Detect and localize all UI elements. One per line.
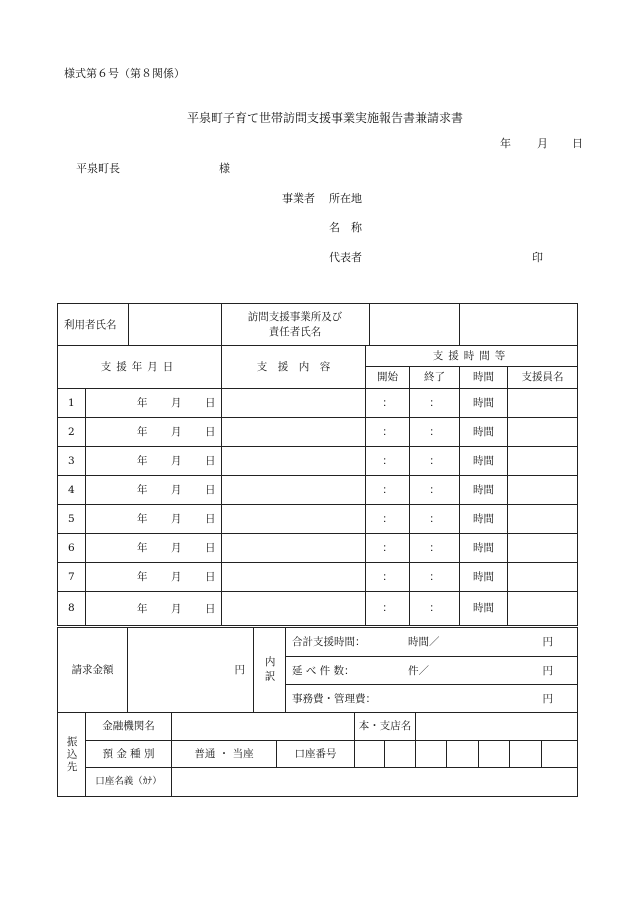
date-year-label: 年 — [500, 137, 511, 150]
row-start[interactable] — [366, 418, 410, 447]
row-hours[interactable] — [460, 505, 508, 534]
row-content[interactable] — [222, 534, 366, 563]
row-end[interactable] — [410, 447, 460, 476]
row-end-colon: ： — [429, 512, 440, 525]
addressee-suffix: 様 — [219, 162, 230, 175]
row-end-colon: ： — [429, 570, 440, 583]
branch-label: 本・支店名 — [355, 713, 416, 741]
row-hours-unit: 時間 — [473, 454, 495, 467]
row-end[interactable] — [410, 418, 460, 447]
row-staff[interactable] — [508, 476, 578, 505]
row-hours[interactable] — [460, 389, 508, 418]
row-date[interactable] — [86, 592, 222, 626]
row-hours-unit: 時間 — [473, 570, 495, 583]
row-month-label: 月 — [171, 396, 182, 409]
row-month-label: 月 — [171, 454, 182, 467]
row-content[interactable] — [222, 418, 366, 447]
table-row — [58, 534, 578, 563]
row-month-label: 月 — [171, 512, 182, 525]
row-end-colon: ： — [429, 454, 440, 467]
row-day-label: 日 — [205, 512, 216, 525]
table-row — [58, 418, 578, 447]
row-day-label: 日 — [205, 425, 216, 438]
office-label-line2: 責任者氏名 — [268, 325, 322, 338]
row-hours[interactable] — [460, 418, 508, 447]
row-number: 5 — [58, 505, 86, 534]
row-content[interactable] — [222, 592, 366, 626]
total-hours-per: 時間／ — [408, 635, 440, 648]
account-name-label: 口座名義（ｶﾅ） — [86, 768, 172, 797]
address-label: 所在地 — [329, 192, 362, 205]
row-staff[interactable] — [508, 563, 578, 592]
row-hours-unit: 時間 — [473, 396, 495, 409]
table-row — [58, 389, 578, 418]
table-row — [58, 476, 578, 505]
amount-label: 請求金額 — [58, 628, 128, 713]
row-year-label: 年 — [137, 570, 148, 583]
staff-header: 支援員名 — [508, 367, 578, 389]
row-hours-unit: 時間 — [473, 541, 495, 554]
row-month-label: 月 — [171, 425, 182, 438]
row-end-colon: ： — [429, 602, 440, 615]
row-year-label: 年 — [137, 602, 148, 615]
row-number: 3 — [58, 447, 86, 476]
row-end[interactable] — [410, 476, 460, 505]
row-date[interactable] — [86, 418, 222, 447]
document-title: 平泉町子育て世帯訪問支援事業実施報告書兼請求書 — [187, 111, 464, 125]
row-year-label: 年 — [137, 512, 148, 525]
row-date[interactable] — [86, 505, 222, 534]
row-staff[interactable] — [508, 534, 578, 563]
account-digit-5[interactable] — [479, 741, 510, 768]
row-day-label: 日 — [205, 570, 216, 583]
table-row — [58, 447, 578, 476]
transfer-label: 振込先 — [65, 735, 78, 774]
row-end-colon: ： — [429, 425, 440, 438]
row-number: 7 — [58, 563, 86, 592]
row-date[interactable] — [86, 563, 222, 592]
office-label-line1: 訪問支援事業所及び — [247, 311, 343, 324]
amount-input[interactable] — [128, 628, 254, 713]
transfer-table — [57, 712, 578, 797]
row-start[interactable] — [366, 476, 410, 505]
count-row[interactable] — [286, 657, 578, 685]
account-digit-3[interactable] — [416, 741, 447, 768]
row-start-colon: ： — [382, 483, 393, 496]
row-end[interactable] — [410, 389, 460, 418]
seal-mark: 印 — [532, 251, 543, 264]
row-start-colon: ： — [382, 396, 393, 409]
deposit-type-label: 預 金 種 別 — [86, 741, 172, 768]
row-date[interactable] — [86, 476, 222, 505]
row-year-label: 年 — [137, 541, 148, 554]
row-staff[interactable] — [508, 418, 578, 447]
row-number: 8 — [58, 592, 86, 626]
row-number: 4 — [58, 476, 86, 505]
row-start[interactable] — [366, 563, 410, 592]
account-digit-2[interactable] — [385, 741, 416, 768]
row-number: 6 — [58, 534, 86, 563]
row-year-label: 年 — [137, 396, 148, 409]
row-hours[interactable] — [460, 534, 508, 563]
transfer-label-cell — [58, 713, 86, 797]
row-content[interactable] — [222, 389, 366, 418]
row-content[interactable] — [222, 447, 366, 476]
row-hours-unit: 時間 — [473, 512, 495, 525]
row-month-label: 月 — [171, 483, 182, 496]
row-start-colon: ： — [382, 512, 393, 525]
office-name-input[interactable] — [460, 304, 578, 346]
row-day-label: 日 — [205, 483, 216, 496]
admin-fee-row[interactable] — [286, 685, 578, 713]
row-end-colon: ： — [429, 483, 440, 496]
row-content[interactable] — [222, 476, 366, 505]
date-day-label: 日 — [572, 137, 583, 150]
account-no-label: 口座番号 — [277, 741, 355, 768]
account-name-input[interactable] — [172, 768, 578, 797]
time-header: 支援時間等 — [366, 346, 578, 367]
date-month-label: 月 — [537, 137, 548, 150]
row-start-colon: ： — [382, 570, 393, 583]
row-date[interactable] — [86, 534, 222, 563]
row-start[interactable] — [366, 389, 410, 418]
row-hours-unit: 時間 — [473, 602, 495, 615]
form-number: 様式第６号（第８関係） — [64, 67, 185, 80]
account-digit-4[interactable] — [447, 741, 479, 768]
row-year-label: 年 — [137, 454, 148, 467]
row-end[interactable] — [410, 505, 460, 534]
row-number: 1 — [58, 389, 86, 418]
row-date[interactable] — [86, 389, 222, 418]
row-day-label: 日 — [205, 396, 216, 409]
row-content[interactable] — [222, 563, 366, 592]
row-start-colon: ： — [382, 425, 393, 438]
row-hours[interactable] — [460, 447, 508, 476]
row-end-colon: ： — [429, 541, 440, 554]
representative-label: 代表者 — [329, 251, 362, 264]
row-start-colon: ： — [382, 454, 393, 467]
row-content[interactable] — [222, 505, 366, 534]
total-hours-yen: 円 — [542, 635, 553, 648]
bank-input[interactable] — [172, 713, 355, 741]
end-header: 終了 — [410, 367, 460, 389]
row-year-label: 年 — [137, 425, 148, 438]
row-hours-unit: 時間 — [473, 483, 495, 496]
billing-table — [57, 627, 578, 713]
row-start[interactable] — [366, 447, 410, 476]
row-day-label: 日 — [205, 454, 216, 467]
row-month-label: 月 — [171, 541, 182, 554]
row-hours[interactable] — [460, 476, 508, 505]
date-header: 支援年月日 — [58, 346, 222, 389]
row-start-colon: ： — [382, 541, 393, 554]
row-year-label: 年 — [137, 483, 148, 496]
hours-header: 時間 — [460, 367, 508, 389]
row-start[interactable] — [366, 534, 410, 563]
company-name-label: 名 称 — [329, 221, 362, 234]
office-cell — [222, 304, 460, 346]
bank-label: 金融機関名 — [86, 713, 172, 741]
count-label: 延 べ 件 数： — [292, 664, 355, 677]
total-hours-row[interactable] — [286, 628, 578, 657]
amount-yen: 円 — [234, 663, 245, 676]
row-start-colon: ： — [382, 602, 393, 615]
table-row — [58, 563, 578, 592]
admin-fee-label: 事務費・管理費： — [292, 692, 376, 705]
account-digit-7[interactable] — [542, 741, 578, 768]
row-start[interactable] — [366, 505, 410, 534]
content-header: 支 援 内 容 — [222, 346, 366, 389]
user-name-input[interactable] — [128, 304, 129, 346]
row-staff[interactable] — [508, 447, 578, 476]
row-hours[interactable] — [460, 592, 508, 626]
table-row — [58, 505, 578, 534]
account-digit-6[interactable] — [510, 741, 542, 768]
user-name-cell — [58, 304, 222, 346]
row-end-colon: ： — [429, 396, 440, 409]
table-row — [58, 592, 578, 626]
account-digit-1[interactable] — [355, 741, 385, 768]
user-name-label: 利用者氏名 — [64, 318, 117, 331]
row-number: 2 — [58, 418, 86, 447]
branch-input[interactable] — [416, 713, 578, 741]
count-per: 件／ — [408, 664, 429, 677]
report-table — [57, 303, 578, 626]
row-end[interactable] — [410, 592, 460, 626]
deposit-type-value[interactable]: 普通 ・ 当座 — [172, 741, 277, 768]
row-hours-unit: 時間 — [473, 425, 495, 438]
count-yen: 円 — [542, 664, 553, 677]
operator-label: 事業者 — [282, 192, 315, 205]
row-day-label: 日 — [205, 541, 216, 554]
row-staff[interactable] — [508, 505, 578, 534]
row-staff[interactable] — [508, 389, 578, 418]
row-end[interactable] — [410, 534, 460, 563]
row-date[interactable] — [86, 447, 222, 476]
total-hours-label: 合計支援時間： — [292, 635, 366, 648]
breakdown-label-cell — [254, 628, 286, 713]
breakdown-label: 内訳 — [263, 655, 276, 685]
start-header: 開始 — [366, 367, 410, 389]
row-day-label: 日 — [205, 602, 216, 615]
row-start[interactable] — [366, 592, 410, 626]
row-month-label: 月 — [171, 570, 182, 583]
row-staff[interactable] — [508, 592, 578, 626]
row-end[interactable] — [410, 563, 460, 592]
admin-fee-yen: 円 — [542, 692, 553, 705]
row-month-label: 月 — [171, 602, 182, 615]
row-hours[interactable] — [460, 563, 508, 592]
addressee: 平泉町長 — [76, 162, 120, 175]
